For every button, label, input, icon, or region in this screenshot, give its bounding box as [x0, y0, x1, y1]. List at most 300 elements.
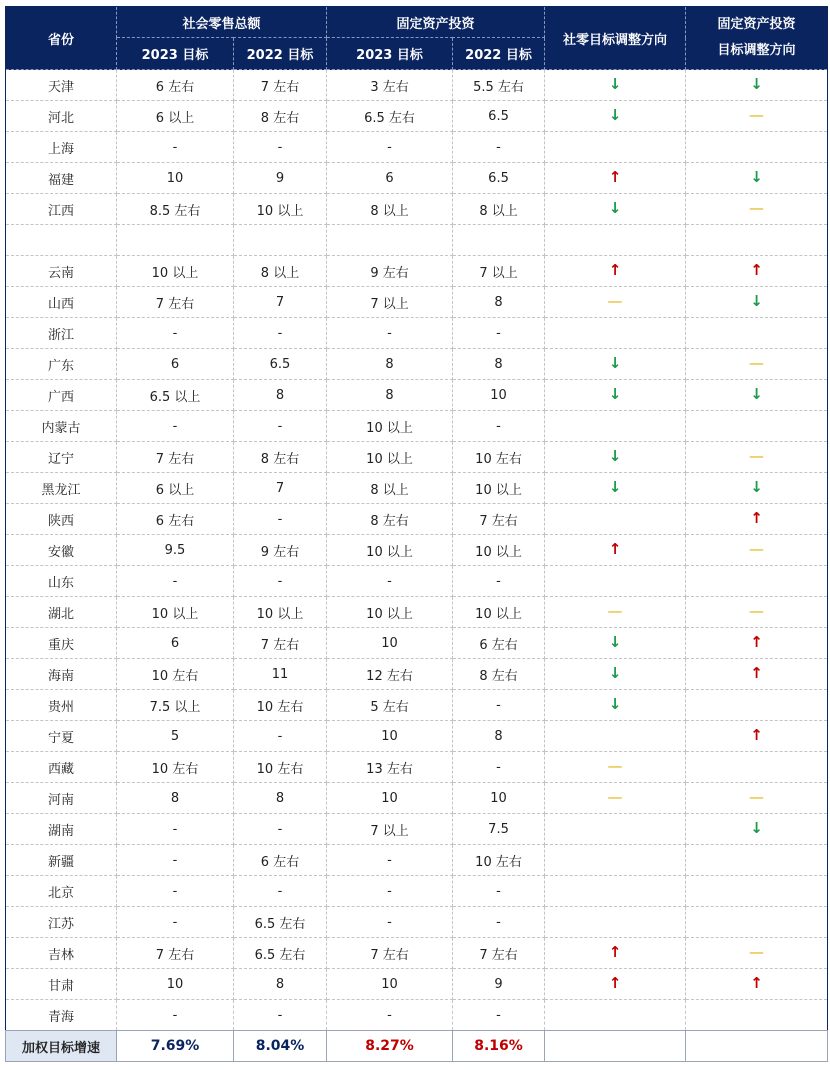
invest-2023-cell: 10	[327, 721, 453, 752]
table-row	[6, 907, 828, 938]
invest-direction-cell	[686, 907, 828, 938]
invest-direction-cell	[686, 473, 828, 504]
footer-label: 加权目标增速	[6, 1031, 117, 1062]
table-footer	[6, 1031, 828, 1062]
invest-2023-cell: 10	[327, 783, 453, 814]
province-cell: 甘肃	[6, 969, 117, 1000]
invest-2022-cell: 9	[453, 969, 545, 1000]
retail-direction-cell	[545, 535, 686, 566]
invest-2022-cell: 8	[453, 349, 545, 380]
table-row	[6, 101, 828, 132]
table-row	[6, 535, 828, 566]
table-row	[6, 163, 828, 194]
retail-direction-cell	[545, 907, 686, 938]
retail-direction-cell	[545, 938, 686, 969]
invest-2022-cell: 7 以上	[453, 256, 545, 287]
invest-direction-cell	[686, 876, 828, 907]
retail-2022-cell: -	[234, 721, 327, 752]
invest-direction-cell	[686, 349, 828, 380]
invest-direction-cell	[686, 504, 828, 535]
invest-2023-cell: 6	[327, 163, 453, 194]
retail-direction-cell	[545, 101, 686, 132]
invest-2022-cell: 6 左右	[453, 628, 545, 659]
dash-flat-icon: —	[607, 602, 623, 620]
invest-2023-cell: 8	[327, 380, 453, 411]
invest-2022-cell: 10 左右	[453, 442, 545, 473]
invest-2023-cell: 7 左右	[327, 938, 453, 969]
province-cell: 青海	[6, 1000, 117, 1031]
invest-direction-cell	[686, 1000, 828, 1031]
invest-direction-cell	[686, 566, 828, 597]
retail-2022-cell: 7	[234, 287, 327, 318]
province-cell: 浙江	[6, 318, 117, 349]
invest-2023-cell: -	[327, 566, 453, 597]
invest-2022-cell: 8	[453, 287, 545, 318]
invest-2023-cell: 10 以上	[327, 411, 453, 442]
dash-flat-icon: —	[749, 354, 765, 372]
retail-2022-cell: 10 左右	[234, 752, 327, 783]
arrow-up-icon: ↑	[608, 943, 622, 961]
retail-2023-cell: -	[117, 411, 234, 442]
invest-2022-cell: 10 以上	[453, 535, 545, 566]
province-cell: 江苏	[6, 907, 117, 938]
table-row	[6, 318, 828, 349]
arrow-down-icon: ↓	[750, 75, 763, 93]
province-cell: 北京	[6, 876, 117, 907]
retail-2023-cell: 7 左右	[117, 287, 234, 318]
retail-direction-cell	[545, 752, 686, 783]
invest-2022-cell: -	[453, 876, 545, 907]
retail-2023-cell: 8	[117, 783, 234, 814]
retail-2023-cell: -	[117, 318, 234, 349]
retail-2023-cell: 10 以上	[117, 597, 234, 628]
retail-2023-cell: -	[117, 814, 234, 845]
arrow-down-icon: ↓	[608, 106, 622, 124]
retail-2023-cell: -	[117, 907, 234, 938]
retail-direction-cell	[545, 504, 686, 535]
retail-direction-cell	[545, 70, 686, 101]
retail-direction-cell	[545, 411, 686, 442]
province-cell: 天津	[6, 70, 117, 101]
invest-2022-cell: 8 左右	[453, 659, 545, 690]
retail-direction-cell	[545, 132, 686, 163]
invest-direction-cell	[686, 721, 828, 752]
invest-2022-cell: -	[453, 752, 545, 783]
table-row	[6, 70, 828, 101]
province-cell: 湖北	[6, 597, 117, 628]
header-invest-direction-line2: 目标调整方向	[717, 43, 796, 58]
arrow-down-icon: ↓	[750, 168, 763, 186]
dash-flat-icon: —	[749, 788, 765, 806]
table-header	[6, 7, 828, 70]
invest-2022-cell: -	[453, 690, 545, 721]
retail-direction-cell	[545, 628, 686, 659]
province-cell: 陕西	[6, 504, 117, 535]
invest-2023-cell: -	[327, 845, 453, 876]
retail-2022-cell: -	[234, 132, 327, 163]
province-cell: 云南	[6, 256, 117, 287]
invest-direction-cell	[686, 690, 828, 721]
retail-2022-cell	[234, 225, 327, 256]
invest-direction-cell	[686, 597, 828, 628]
invest-direction-cell	[686, 938, 828, 969]
retail-2022-cell: 9	[234, 163, 327, 194]
arrow-up-icon: ↑	[608, 974, 622, 992]
invest-2022-cell: 10	[453, 783, 545, 814]
retail-direction-cell	[545, 442, 686, 473]
header-retail-group: 社会零售总额	[117, 7, 327, 38]
invest-direction-cell	[686, 318, 828, 349]
table-row	[6, 783, 828, 814]
retail-2022-cell: 8 左右	[234, 101, 327, 132]
header-invest-2023: 2023 目标	[327, 38, 453, 70]
invest-2022-cell: -	[453, 411, 545, 442]
invest-direction-cell	[686, 380, 828, 411]
retail-direction-cell	[545, 287, 686, 318]
province-cell: 湖南	[6, 814, 117, 845]
arrow-down-icon: ↓	[608, 633, 622, 651]
dash-flat-icon: —	[749, 540, 765, 558]
invest-direction-cell	[686, 628, 828, 659]
arrow-down-icon: ↓	[608, 354, 622, 372]
retail-2023-cell: -	[117, 845, 234, 876]
invest-2023-cell: 8 以上	[327, 194, 453, 225]
invest-2023-cell: 10 以上	[327, 535, 453, 566]
invest-2023-cell: -	[327, 1000, 453, 1031]
retail-direction-cell	[545, 225, 686, 256]
retail-2022-cell: 8	[234, 783, 327, 814]
retail-direction-cell	[545, 194, 686, 225]
table-row	[6, 1000, 828, 1031]
dash-flat-icon: —	[749, 602, 765, 620]
invest-2022-cell: 8 以上	[453, 194, 545, 225]
invest-2023-cell: 9 左右	[327, 256, 453, 287]
retail-2022-cell: 10 以上	[234, 597, 327, 628]
invest-2023-cell: 8 以上	[327, 473, 453, 504]
province-cell: 辽宁	[6, 442, 117, 473]
province-cell: 新疆	[6, 845, 117, 876]
retail-2023-cell: 6 以上	[117, 473, 234, 504]
dash-flat-icon: —	[749, 199, 765, 217]
invest-2022-cell: 10 以上	[453, 473, 545, 504]
arrow-down-icon: ↓	[608, 385, 622, 403]
invest-2022-cell: 7 左右	[453, 938, 545, 969]
invest-2023-cell: 6.5 左右	[327, 101, 453, 132]
invest-2023-cell: 10 以上	[327, 442, 453, 473]
invest-2023-cell: 13 左右	[327, 752, 453, 783]
retail-2022-cell: 10 左右	[234, 690, 327, 721]
table-row	[6, 504, 828, 535]
retail-2023-cell: 7 左右	[117, 442, 234, 473]
arrow-down-icon: ↓	[608, 447, 622, 465]
header-retail-2023: 2023 目标	[117, 38, 234, 70]
retail-2022-cell: -	[234, 318, 327, 349]
retail-direction-cell	[545, 318, 686, 349]
retail-2022-cell: 9 左右	[234, 535, 327, 566]
province-cell: 河南	[6, 783, 117, 814]
province-cell: 河北	[6, 101, 117, 132]
invest-2022-cell: 7 左右	[453, 504, 545, 535]
retail-2022-cell: -	[234, 876, 327, 907]
retail-2022-cell: 7 左右	[234, 628, 327, 659]
retail-direction-cell	[545, 597, 686, 628]
invest-direction-cell	[686, 535, 828, 566]
arrow-up-icon: ↑	[608, 540, 622, 558]
province-cell: 吉林	[6, 938, 117, 969]
arrow-up-icon: ↑	[750, 261, 763, 279]
invest-direction-cell	[686, 132, 828, 163]
arrow-up-icon: ↑	[750, 664, 763, 682]
invest-direction-cell	[686, 752, 828, 783]
arrow-up-icon: ↑	[750, 974, 763, 992]
header-province: 省份	[6, 7, 117, 70]
retail-2022-cell: -	[234, 504, 327, 535]
header-retail-2022: 2022 目标	[234, 38, 327, 70]
invest-2022-cell	[453, 225, 545, 256]
province-cell: 山西	[6, 287, 117, 318]
invest-direction-cell	[686, 101, 828, 132]
dash-flat-icon: —	[749, 106, 765, 124]
table-row	[6, 132, 828, 163]
invest-2023-cell: 10	[327, 969, 453, 1000]
retail-2022-cell: 7	[234, 473, 327, 504]
province-cell: 山东	[6, 566, 117, 597]
retail-direction-cell	[545, 566, 686, 597]
retail-2023-cell: 6.5 以上	[117, 380, 234, 411]
retail-2023-cell: 6 左右	[117, 70, 234, 101]
table-row	[6, 473, 828, 504]
province-cell: 广东	[6, 349, 117, 380]
arrow-up-icon: ↑	[750, 509, 763, 527]
invest-direction-cell	[686, 442, 828, 473]
retail-direction-cell	[545, 380, 686, 411]
invest-2022-cell: -	[453, 566, 545, 597]
retail-2023-cell: -	[117, 132, 234, 163]
retail-direction-cell	[545, 163, 686, 194]
retail-2022-cell: -	[234, 1000, 327, 1031]
retail-2023-cell: 8.5 左右	[117, 194, 234, 225]
retail-2022-cell: 10 以上	[234, 194, 327, 225]
invest-2023-cell: 12 左右	[327, 659, 453, 690]
dash-flat-icon: —	[749, 943, 765, 961]
invest-direction-cell	[686, 814, 828, 845]
invest-2022-cell: -	[453, 318, 545, 349]
retail-direction-cell	[545, 690, 686, 721]
retail-2023-cell: 10 以上	[117, 256, 234, 287]
retail-2023-cell: 7.5 以上	[117, 690, 234, 721]
header-retail-direction: 社零目标调整方向	[545, 7, 686, 70]
retail-2022-cell: 8	[234, 380, 327, 411]
invest-2022-cell: 10 左右	[453, 845, 545, 876]
table-row	[6, 752, 828, 783]
invest-direction-cell	[686, 70, 828, 101]
table-row	[6, 225, 828, 256]
invest-2022-cell: -	[453, 907, 545, 938]
retail-2023-cell: 6	[117, 349, 234, 380]
retail-2022-cell: 6.5	[234, 349, 327, 380]
retail-direction-cell	[545, 814, 686, 845]
invest-2023-cell: 10 以上	[327, 597, 453, 628]
table-row	[6, 287, 828, 318]
table-row	[6, 659, 828, 690]
arrow-down-icon: ↓	[608, 199, 622, 217]
retail-direction-cell	[545, 256, 686, 287]
retail-2022-cell: -	[234, 411, 327, 442]
retail-2023-cell: 10	[117, 163, 234, 194]
retail-2023-cell: 5	[117, 721, 234, 752]
retail-direction-cell	[545, 473, 686, 504]
retail-direction-cell	[545, 659, 686, 690]
arrow-down-icon: ↓	[750, 292, 763, 310]
arrow-down-icon: ↓	[608, 478, 622, 496]
retail-2022-cell: 6.5 左右	[234, 907, 327, 938]
retail-direction-cell	[545, 721, 686, 752]
province-cell: 重庆	[6, 628, 117, 659]
invest-2023-cell: 10	[327, 628, 453, 659]
footer-empty-invest-dir	[686, 1031, 828, 1062]
table-row	[6, 628, 828, 659]
footer-invest-2023: 8.27%	[327, 1031, 453, 1062]
invest-2023-cell: 5 左右	[327, 690, 453, 721]
arrow-down-icon: ↓	[750, 385, 763, 403]
table-row	[6, 256, 828, 287]
invest-2023-cell: 3 左右	[327, 70, 453, 101]
arrow-up-icon: ↑	[608, 261, 622, 279]
retail-2023-cell: 9.5	[117, 535, 234, 566]
invest-2022-cell: 7.5	[453, 814, 545, 845]
retail-2023-cell: 10 左右	[117, 752, 234, 783]
province-cell: 黑龙江	[6, 473, 117, 504]
invest-2023-cell: 8 左右	[327, 504, 453, 535]
arrow-down-icon: ↓	[608, 695, 622, 713]
invest-2023-cell: -	[327, 132, 453, 163]
invest-2023-cell: 7 以上	[327, 287, 453, 318]
arrow-up-icon: ↑	[750, 726, 763, 744]
header-invest-direction	[686, 7, 828, 70]
province-cell: 内蒙古	[6, 411, 117, 442]
footer-retail-2023: 7.69%	[117, 1031, 234, 1062]
arrow-up-icon: ↑	[608, 168, 622, 186]
province-targets-table	[5, 6, 828, 1062]
province-cell	[6, 225, 117, 256]
invest-direction-cell	[686, 845, 828, 876]
header-invest-direction-line1: 固定资产投资	[717, 17, 796, 32]
header-invest-group: 固定资产投资	[327, 7, 545, 38]
table-row	[6, 349, 828, 380]
arrow-down-icon: ↓	[750, 478, 763, 496]
province-cell: 安徽	[6, 535, 117, 566]
footer-empty-retail-dir	[545, 1031, 686, 1062]
province-cell: 贵州	[6, 690, 117, 721]
invest-direction-cell	[686, 225, 828, 256]
invest-direction-cell	[686, 783, 828, 814]
retail-direction-cell	[545, 969, 686, 1000]
arrow-down-icon: ↓	[608, 664, 622, 682]
retail-direction-cell	[545, 876, 686, 907]
arrow-down-icon: ↓	[750, 819, 763, 837]
province-cell: 西藏	[6, 752, 117, 783]
table-row	[6, 814, 828, 845]
table-row	[6, 411, 828, 442]
dash-flat-icon: —	[607, 292, 623, 310]
dash-flat-icon: —	[749, 447, 765, 465]
retail-2023-cell	[117, 225, 234, 256]
retail-2022-cell: 8 左右	[234, 442, 327, 473]
header-invest-2022: 2022 目标	[453, 38, 545, 70]
table-row	[6, 380, 828, 411]
arrow-down-icon: ↓	[608, 75, 622, 93]
retail-2022-cell: 11	[234, 659, 327, 690]
invest-2022-cell: 10	[453, 380, 545, 411]
footer-retail-2022: 8.04%	[234, 1031, 327, 1062]
invest-direction-cell	[686, 256, 828, 287]
invest-2023-cell	[327, 225, 453, 256]
retail-2022-cell: 8	[234, 969, 327, 1000]
table-row	[6, 194, 828, 225]
retail-2023-cell: 10 左右	[117, 659, 234, 690]
province-cell: 广西	[6, 380, 117, 411]
invest-2023-cell: -	[327, 318, 453, 349]
table-row	[6, 721, 828, 752]
invest-direction-cell	[686, 194, 828, 225]
province-cell: 江西	[6, 194, 117, 225]
invest-direction-cell	[686, 163, 828, 194]
province-cell: 上海	[6, 132, 117, 163]
province-cell: 海南	[6, 659, 117, 690]
table-row	[6, 969, 828, 1000]
invest-direction-cell	[686, 969, 828, 1000]
retail-2022-cell: 7 左右	[234, 70, 327, 101]
invest-2023-cell: -	[327, 876, 453, 907]
invest-direction-cell	[686, 659, 828, 690]
retail-2022-cell: -	[234, 814, 327, 845]
retail-2023-cell: -	[117, 1000, 234, 1031]
retail-2023-cell: -	[117, 876, 234, 907]
footer-invest-2022: 8.16%	[453, 1031, 545, 1062]
retail-2022-cell: 6.5 左右	[234, 938, 327, 969]
retail-2023-cell: 6 以上	[117, 101, 234, 132]
retail-2022-cell: -	[234, 566, 327, 597]
table-row	[6, 442, 828, 473]
retail-2023-cell: 10	[117, 969, 234, 1000]
invest-2022-cell: 8	[453, 721, 545, 752]
table-row	[6, 690, 828, 721]
province-cell: 宁夏	[6, 721, 117, 752]
invest-direction-cell	[686, 411, 828, 442]
invest-2022-cell: -	[453, 132, 545, 163]
invest-2023-cell: 7 以上	[327, 814, 453, 845]
table-row	[6, 845, 828, 876]
table-row	[6, 597, 828, 628]
retail-2023-cell: 6	[117, 628, 234, 659]
retail-2023-cell: 6 左右	[117, 504, 234, 535]
invest-2022-cell: -	[453, 1000, 545, 1031]
retail-direction-cell	[545, 845, 686, 876]
invest-2022-cell: 6.5	[453, 163, 545, 194]
invest-direction-cell	[686, 287, 828, 318]
retail-direction-cell	[545, 783, 686, 814]
invest-2022-cell: 6.5	[453, 101, 545, 132]
invest-2022-cell: 10 以上	[453, 597, 545, 628]
retail-2022-cell: 6 左右	[234, 845, 327, 876]
retail-2023-cell: 7 左右	[117, 938, 234, 969]
invest-2023-cell: -	[327, 907, 453, 938]
invest-2023-cell: 8	[327, 349, 453, 380]
table-body	[6, 70, 828, 1031]
table-row	[6, 938, 828, 969]
retail-direction-cell	[545, 1000, 686, 1031]
arrow-up-icon: ↑	[750, 633, 763, 651]
